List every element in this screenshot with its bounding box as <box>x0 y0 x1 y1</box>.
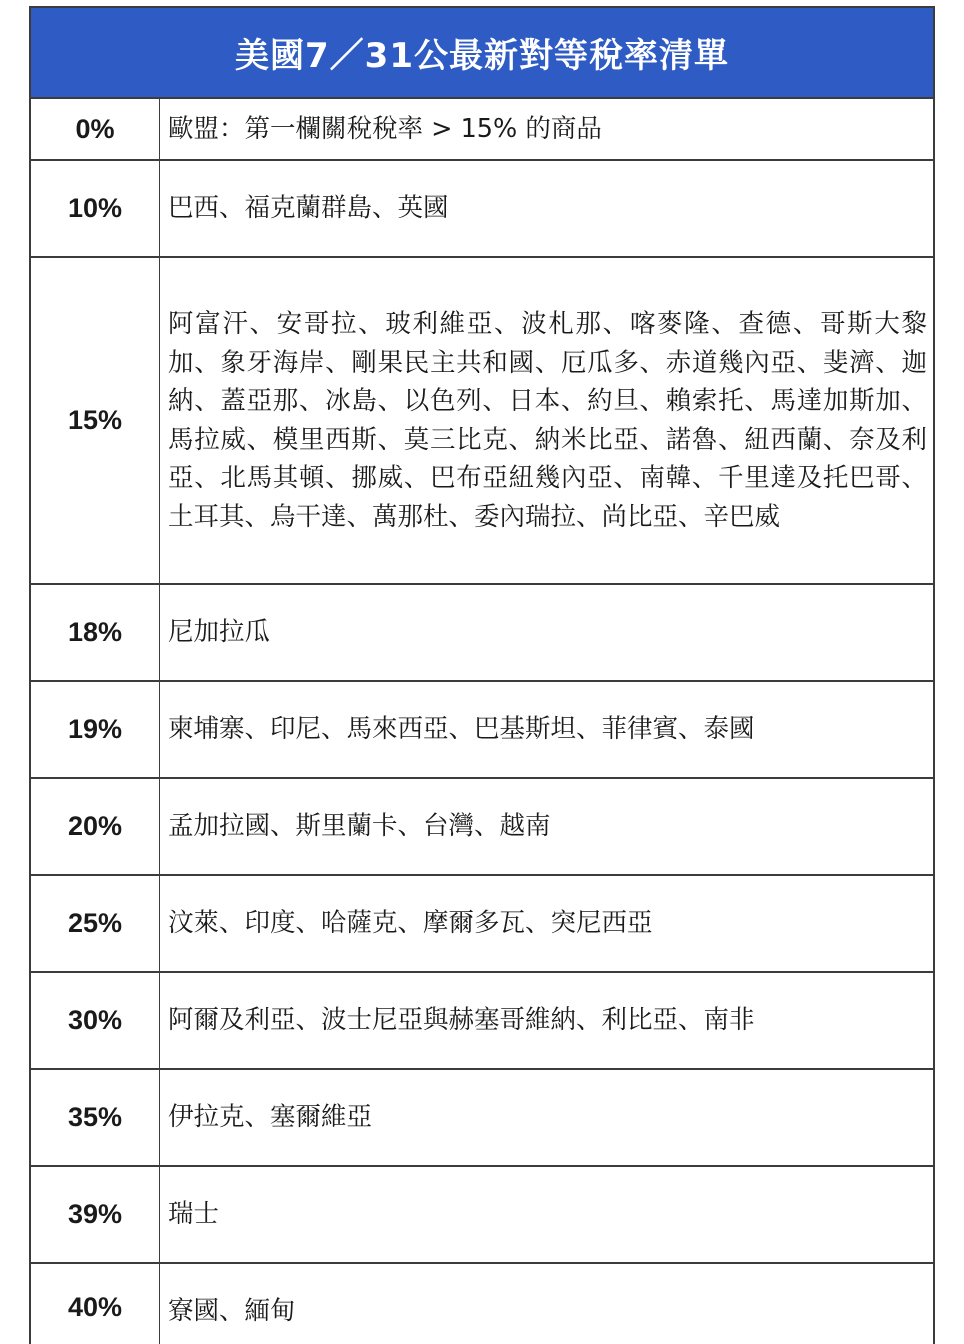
countries-text: 歐盟：第一欄關稅稅率 > 15% 的商品 <box>168 113 602 144</box>
rate-cell: 0% <box>31 99 160 159</box>
countries-text: 孟加拉國、斯里蘭卡、台灣、越南 <box>168 811 551 842</box>
rate-cell: 18% <box>31 585 160 680</box>
rate-cell: 40% <box>31 1264 160 1344</box>
countries-cell <box>160 779 933 874</box>
table-row <box>31 161 933 258</box>
countries-text: 尼加拉瓜 <box>168 617 271 648</box>
countries-cell <box>160 1070 933 1165</box>
rate-cell: 20% <box>31 779 160 874</box>
countries-text: 阿爾及利亞、波士尼亞與赫塞哥維納、利比亞、南非 <box>168 1005 755 1036</box>
countries-cell <box>160 99 933 159</box>
countries-text: 巴西、福克蘭群島、英國 <box>168 193 449 224</box>
table-row <box>31 258 933 585</box>
tariff-rate-table <box>29 6 935 1344</box>
countries-cell <box>160 973 933 1068</box>
table-row <box>31 585 933 682</box>
countries-cell <box>160 258 933 583</box>
table-row <box>31 1264 933 1344</box>
rate-cell: 39% <box>31 1167 160 1262</box>
rate-cell: 30% <box>31 973 160 1068</box>
rate-cell: 35% <box>31 1070 160 1165</box>
rate-cell: 15% <box>31 258 160 583</box>
table-row <box>31 682 933 779</box>
countries-text: 瑞士 <box>168 1199 220 1230</box>
countries-cell <box>160 1167 933 1262</box>
table-title: 美國7／31公最新對等稅率清單 <box>31 6 933 99</box>
countries-cell <box>160 161 933 256</box>
countries-text: 阿富汗、安哥拉、玻利維亞、波札那、喀麥隆、查德、哥斯大黎加、象牙海岸、剛果民主共和國、厄瓜多、赤道幾內亞、斐濟、迦納、蓋亞那、冰島、以色列、日本、約旦、賴索托、馬達加斯加、馬拉威、模里西斯、莫三比克、納米比亞、諾魯、紐西蘭、奈及利亞、北馬其頓、挪威、巴布亞紐幾內亞、南韓、千里達及托巴哥、土耳其、烏干達、萬那杜、委內瑞拉、尚比亞、辛巴威 <box>168 309 927 532</box>
countries-text: 柬埔寨、印尼、馬來西亞、巴基斯坦、菲律賓、泰國 <box>168 714 755 745</box>
countries-text: 寮國、緬甸 <box>168 1296 296 1326</box>
countries-cell <box>160 1264 933 1344</box>
countries-text: 伊拉克、塞爾維亞 <box>168 1102 373 1133</box>
countries-cell <box>160 876 933 971</box>
table-row <box>31 1167 933 1264</box>
table-row <box>31 99 933 161</box>
table-row <box>31 1070 933 1167</box>
rate-cell: 10% <box>31 161 160 256</box>
rate-cell: 19% <box>31 682 160 777</box>
countries-cell <box>160 682 933 777</box>
countries-cell <box>160 585 933 680</box>
table-row <box>31 779 933 876</box>
countries-text: 汶萊、印度、哈薩克、摩爾多瓦、突尼西亞 <box>168 908 653 939</box>
table-row <box>31 876 933 973</box>
table-row <box>31 973 933 1070</box>
rate-cell: 25% <box>31 876 160 971</box>
